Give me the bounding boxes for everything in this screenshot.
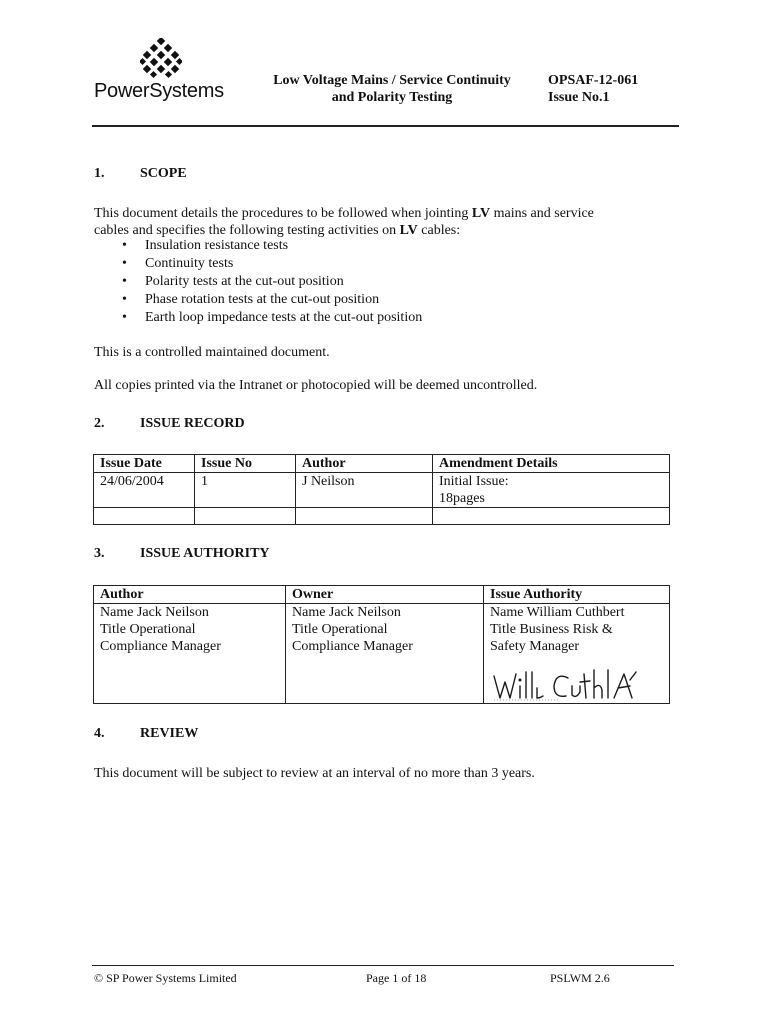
table-cell bbox=[433, 473, 670, 508]
issuer-title: Title Business Risk & bbox=[490, 622, 613, 637]
powersystems-logo-icon bbox=[140, 38, 182, 80]
issue-record-table bbox=[93, 454, 670, 525]
issue-number: Issue No.1 bbox=[548, 90, 610, 105]
scope-intro-text: This document details the procedures to be followed when jointing bbox=[94, 206, 472, 221]
section-number: 3. bbox=[94, 546, 105, 561]
title-line-1: Low Voltage Mains / Service Continuity bbox=[273, 73, 511, 88]
section-number: 2. bbox=[94, 416, 105, 431]
section-title: SCOPE bbox=[140, 166, 187, 181]
table-header: Issue Authority bbox=[484, 586, 670, 604]
handwritten-signature bbox=[490, 664, 650, 704]
owner-title: Compliance Manager bbox=[292, 639, 413, 654]
section-heading-issue-record bbox=[94, 416, 245, 432]
owner-name: Name Jack Neilson bbox=[292, 605, 401, 620]
section-heading-review bbox=[94, 726, 198, 742]
author-title: Title Operational bbox=[100, 622, 196, 637]
author-title: Compliance Manager bbox=[100, 639, 221, 654]
footer-reference: PSLWM 2.6 bbox=[550, 971, 610, 985]
issuer-title: Safety Manager bbox=[490, 639, 580, 654]
table-cell bbox=[296, 508, 433, 525]
footer-copyright: © SP Power Systems Limited bbox=[94, 971, 237, 985]
section-number: 1. bbox=[94, 166, 105, 181]
review-text: This document will be subject to review at an interval of no more than 3 years. bbox=[94, 766, 535, 781]
section-title: ISSUE AUTHORITY bbox=[140, 546, 270, 561]
table-header: Author bbox=[94, 586, 286, 604]
owner-title: Title Operational bbox=[292, 622, 388, 637]
author-cell bbox=[94, 604, 286, 704]
footer-divider bbox=[92, 965, 674, 966]
list-item: • Polarity tests at the cut-out position bbox=[118, 273, 422, 291]
list-item: • Continuity tests bbox=[118, 255, 422, 273]
amendment-line: 18pages bbox=[439, 491, 485, 506]
table-cell bbox=[433, 508, 670, 525]
document-title bbox=[252, 72, 532, 106]
table-cell: J Neilson bbox=[296, 473, 433, 508]
section-title: REVIEW bbox=[140, 726, 199, 741]
table-cell: 24/06/2004 bbox=[94, 473, 195, 508]
table-header: Issue No bbox=[195, 455, 296, 473]
title-line-2: and Polarity Testing bbox=[331, 90, 453, 105]
table-cell bbox=[195, 508, 296, 525]
amendment-line: Initial Issue: bbox=[439, 474, 509, 489]
testing-activities-list bbox=[118, 237, 422, 327]
table-row bbox=[94, 473, 670, 508]
issuer-name: Name William Cuthbert bbox=[490, 605, 625, 620]
logo-text: PowerSystems bbox=[94, 80, 224, 102]
table-header: Issue Date bbox=[94, 455, 195, 473]
header-divider bbox=[92, 125, 679, 127]
document-code-block bbox=[548, 72, 638, 106]
table-header: Amendment Details bbox=[433, 455, 670, 473]
scope-intro bbox=[94, 205, 674, 239]
list-item: • Insulation resistance tests bbox=[118, 237, 422, 255]
section-title: ISSUE RECORD bbox=[140, 416, 245, 431]
section-number: 4. bbox=[94, 726, 105, 741]
section-heading-scope bbox=[94, 166, 187, 182]
table-header: Owner bbox=[286, 586, 484, 604]
footer-page-number: Page 1 of 18 bbox=[366, 971, 427, 985]
table-cell: 1 bbox=[195, 473, 296, 508]
uncontrolled-statement: All copies printed via the Intranet or photocopied will be deemed uncontrolled. bbox=[94, 378, 538, 393]
scope-intro-lv: LV bbox=[471, 206, 491, 221]
owner-cell bbox=[286, 604, 484, 704]
table-header-row bbox=[94, 586, 670, 604]
table-header: Author bbox=[296, 455, 433, 473]
author-name: Name Jack Neilson bbox=[100, 605, 209, 620]
scope-intro-text: mains and service bbox=[490, 206, 594, 221]
controlled-statement: This is a controlled maintained document. bbox=[94, 345, 330, 360]
section-heading-issue-authority bbox=[94, 546, 270, 562]
scope-intro-text: cables and specifies the following testing activities on bbox=[94, 223, 400, 238]
table-cell bbox=[94, 508, 195, 525]
document-code: OPSAF-12-061 bbox=[548, 73, 639, 88]
scope-intro-lv: LV bbox=[399, 223, 418, 238]
table-header-row bbox=[94, 455, 670, 473]
table-row-empty bbox=[94, 508, 670, 525]
list-item: • Earth loop impedance tests at the cut-out position bbox=[118, 309, 422, 327]
scope-intro-text: cables: bbox=[417, 223, 461, 238]
list-item: • Phase rotation tests at the cut-out position bbox=[118, 291, 422, 309]
